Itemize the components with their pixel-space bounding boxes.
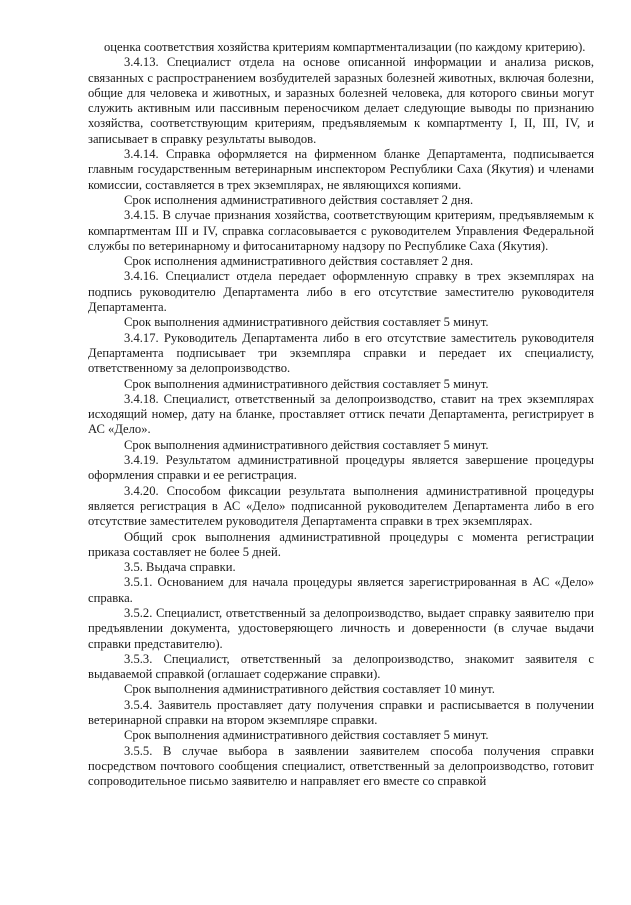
paragraph: 3.4.20. Способом фиксации результата выполнения административной процедуры является регистрация в АС «Дело» подписанной руководителем Департамента либо в его отсутствие заместителем руководителя Департамента справки в трех экземплярах.: [88, 483, 594, 529]
section-heading: 3.5. Выдача справки.: [124, 560, 236, 575]
paragraph: 3.5.4. Заявитель проставляет дату получения справки и расписывается в получении ветеринарной справки на втором экземпляре справки.: [88, 697, 594, 728]
paragraph: Срок выполнения административного действия составляет 5 минут.: [124, 728, 489, 743]
paragraph: оценка соответствия хозяйства критериям компартментализации (по каждому критерию).: [104, 40, 586, 54]
paragraph: 3.4.17. Руководитель Департамента либо в его отсутствие заместитель руководителя Департамента подписывает три экземпляра справки и передает их специалисту, ответственному за делопроизводство.: [88, 330, 594, 376]
document-page: [88, 40, 594, 790]
paragraph: 3.5.3. Специалист, ответственный за делопроизводство, знакомит заявителя с выдаваемой справкой (оглашает содержание справки).: [88, 651, 594, 682]
paragraph: 3.4.19. Результатом административной процедуры является завершение процедуры оформления справки и ее регистрация.: [88, 453, 594, 483]
paragraph: Срок выполнения административного действия составляет 5 минут.: [124, 437, 489, 452]
paragraph: 3.5.2. Специалист, ответственный за делопроизводство, выдает справку заявителю при предъявлении документа, удостоверяющего личность и доверенности (в случае выдачи справки представителю).: [88, 605, 594, 651]
paragraph: Общий срок выполнения административной процедуры с момента регистрации приказа составляет не более 5 дней.: [88, 529, 594, 559]
paragraph: 3.4.18. Специалист, ответственный за делопроизводство, ставит на трех экземплярах исходящий номер, дату на бланке, проставляет оттиск печати Департамента, регистрирует в АС «Дело».: [88, 391, 594, 437]
paragraph: 3.4.13. Специалист отдела на основе описанной информации и анализа рисков, связанных с распространением возбудителей заразных болезней животных, включая болезни, общие для человека и животных, и заразных болезней человека, для которого свиньи могут служить активным или пассивным переносчиком делает следующие выводы по признанию хозяйства, соответствующим критериям, предъявляемым к компартменту I, II, III, IV, и записывает в справку результаты выводов.: [88, 55, 594, 146]
paragraph: 3.5.5. В случае выбора в заявлении заявителем способа получения справки посредством почтового сообщения специалист, ответственный за делопроизводство, готовит сопроводительное письмо заявителю и направляет его вместе со справкой: [88, 743, 594, 789]
paragraph: Срок выполнения административного действия составляет 5 минут.: [124, 315, 489, 330]
paragraph: Срок исполнения административного действия составляет 2 дня.: [124, 192, 474, 207]
paragraph: Срок выполнения административного действия составляет 5 минут.: [124, 376, 489, 391]
paragraph: 3.4.15. В случае признания хозяйства, соответствующим критериям, предъявляемым к компартментам III и IV, справка согласовывается с руководителем Управления Федеральной службы по ветеринарному и фитосанитарному надзору по Республике Саха (Якутия).: [88, 208, 594, 253]
paragraph: Срок исполнения административного действия составляет 2 дня.: [124, 254, 474, 269]
paragraph: Срок выполнения административного действия составляет 10 минут.: [124, 682, 495, 697]
paragraph: 3.4.14. Справка оформляется на фирменном бланке Департамента, подписывается главным государственным ветеринарным инспектором Республики Саха (Якутия) и членами комиссии, составляется в трех экземплярах, не являющихся копиями.: [88, 147, 594, 192]
paragraph: 3.5.1. Основанием для начала процедуры является зарегистрированная в АС «Дело» справка.: [88, 575, 594, 605]
paragraph: 3.4.16. Специалист отдела передает оформленную справку в трех экземплярах на подпись руководителю Департамента либо в его отсутствие заместителю руководителя Департамента.: [88, 269, 594, 315]
